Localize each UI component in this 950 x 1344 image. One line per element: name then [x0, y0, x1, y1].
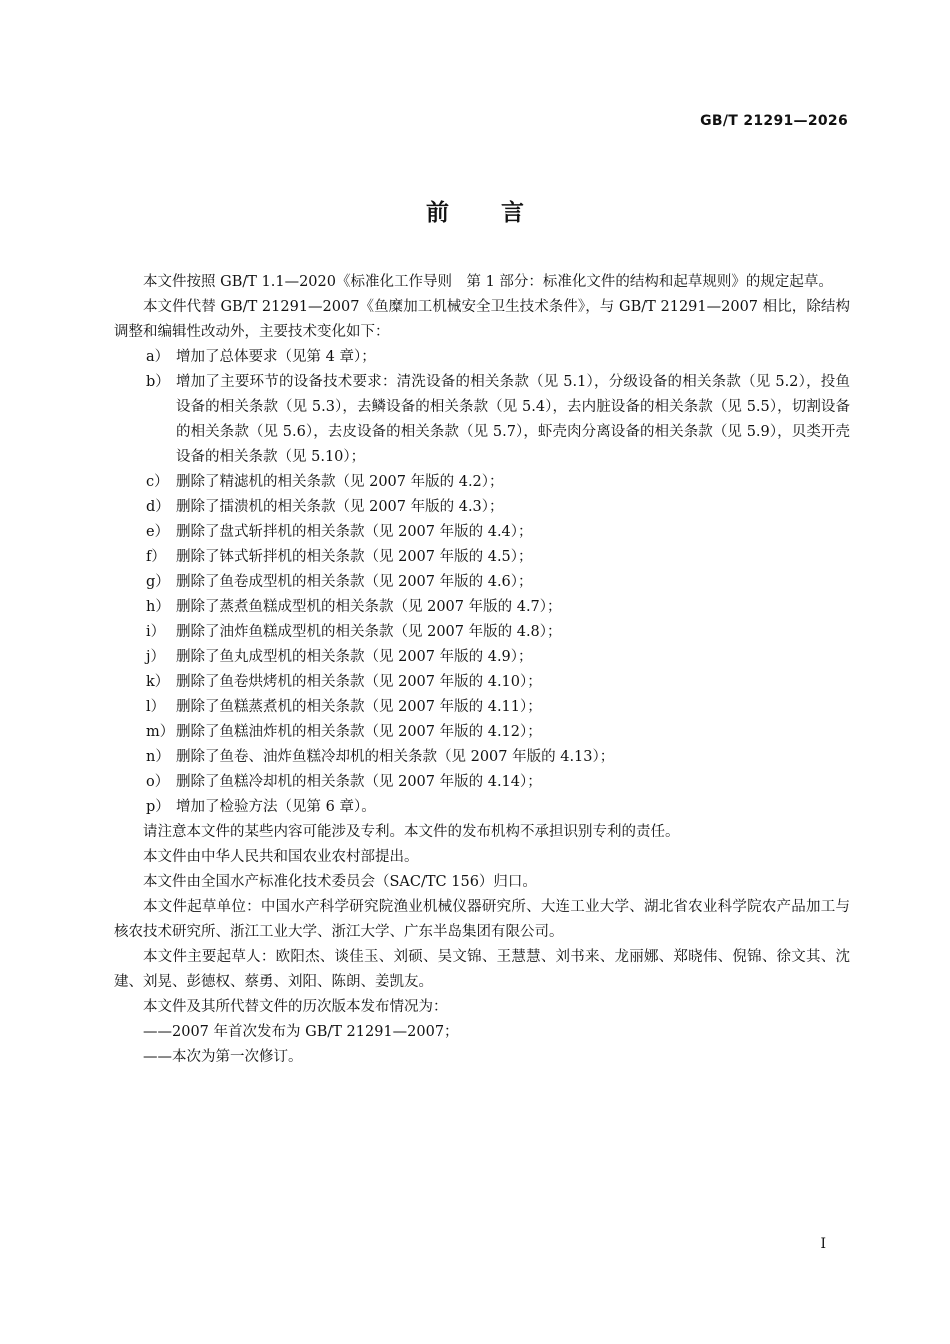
- list-item-text: 删除了鱼卷烘烤机的相关条款（见 2007 年版的 4.10）；: [176, 674, 542, 690]
- page-number: I: [820, 1236, 826, 1252]
- list-item: [114, 545, 850, 570]
- list-item: [114, 670, 850, 695]
- list-item-text: 删除了鱼糕冷却机的相关条款（见 2007 年版的 4.14）；: [176, 774, 542, 790]
- foreword-body: [114, 270, 850, 1070]
- list-item: [114, 595, 850, 620]
- proposer-note: 本文件由中华人民共和国农业农村部提出。: [143, 849, 419, 865]
- list-item: [114, 370, 850, 470]
- history-item: ——本次为第一次修订。: [143, 1049, 303, 1065]
- list-item-label: d）: [146, 499, 170, 515]
- list-item-text: 增加了主要环节的设备技术要求：清洗设备的相关条款（见 5.1），分级设备的相关条款（见 5.2），投鱼设备的相关条款（见 5.3），去鳞设备的相关条款（见 5.4），去内脏设备的相关条款（见 5.5），切割设备的相关条款（见 5.6），去皮设备的相关条款（见 5.7），虾壳肉分离设备的相关条款（见 5.9），贝类开壳设备的相关条款（见 5.10）；: [176, 374, 850, 465]
- list-item-text: 删除了鱼丸成型机的相关条款（见 2007 年版的 4.9）；: [176, 649, 533, 665]
- list-item-label: c）: [146, 474, 169, 490]
- list-item-label: g）: [146, 574, 170, 590]
- list-item-label: h）: [146, 599, 170, 615]
- list-item-label: e）: [146, 524, 170, 540]
- title-char-1: 前: [426, 200, 449, 226]
- list-item: [114, 720, 850, 745]
- list-item: [114, 570, 850, 595]
- list-item-label: i）: [146, 624, 166, 640]
- list-item-text: 删除了鱼卷成型机的相关条款（见 2007 年版的 4.6）；: [176, 574, 533, 590]
- drafters: 本文件主要起草人：欧阳杰、谈佳玉、刘硕、吴文锦、王慧慧、刘书来、龙丽娜、郑晓伟、倪锦、徐文其、沈建、刘晃、彭德权、蔡勇、刘阳、陈朗、姜凯友。: [114, 949, 850, 990]
- list-item-label: j）: [146, 649, 165, 665]
- list-item-text: 删除了鱼糕蒸煮机的相关条款（见 2007 年版的 4.11）；: [176, 699, 542, 715]
- list-item: [114, 645, 850, 670]
- list-item-label: a）: [146, 349, 170, 365]
- list-item-text: 删除了钵式斩拌机的相关条款（见 2007 年版的 4.5）；: [176, 549, 533, 565]
- list-item-label: n）: [146, 749, 170, 765]
- list-item: [114, 770, 850, 795]
- list-item-label: b）: [146, 374, 170, 390]
- page-title: [0, 194, 950, 227]
- list-item-label: l）: [146, 699, 166, 715]
- list-item-text: 增加了总体要求（见第 4 章）；: [176, 349, 376, 365]
- list-item-label: o）: [146, 774, 170, 790]
- intro-paragraph-1: 本文件按照 GB/T 1.1—2020《标准化工作导则 第 1 部分：标准化文件的结构和起草规则》的规定起草。: [143, 274, 833, 290]
- list-item-text: 删除了蒸煮鱼糕成型机的相关条款（见 2007 年版的 4.7）；: [176, 599, 562, 615]
- list-item-label: m）: [146, 724, 175, 740]
- list-item-label: f）: [146, 549, 166, 565]
- list-item: [114, 795, 850, 820]
- intro-paragraph-2: 本文件代替 GB/T 21291—2007《鱼糜加工机械安全卫生技术条件》，与 GB/T 21291—2007 相比，除结构调整和编辑性改动外，主要技术变化如下：: [114, 299, 850, 340]
- title-char-2: 言: [501, 200, 524, 226]
- list-item-text: 增加了检验方法（见第 6 章）。: [176, 799, 376, 815]
- list-item: [114, 495, 850, 520]
- list-item: [114, 695, 850, 720]
- list-item-text: 删除了鱼糕油炸机的相关条款（见 2007 年版的 4.12）；: [176, 724, 542, 740]
- history-item: ——2007 年首次发布为 GB/T 21291—2007；: [143, 1024, 459, 1040]
- committee-note: 本文件由全国水产标准化技术委员会（SAC/TC 156）归口。: [143, 874, 537, 890]
- standard-code: GB/T 21291—2026: [700, 113, 848, 129]
- list-item-text: 删除了擂溃机的相关条款（见 2007 年版的 4.3）；: [176, 499, 504, 515]
- list-item: [114, 345, 850, 370]
- list-item: [114, 620, 850, 645]
- list-item-label: k）: [146, 674, 170, 690]
- list-item-label: p）: [146, 799, 170, 815]
- list-item-text: 删除了精滤机的相关条款（见 2007 年版的 4.2）；: [176, 474, 504, 490]
- list-item: [114, 745, 850, 770]
- list-item-text: 删除了盘式斩拌机的相关条款（见 2007 年版的 4.4）；: [176, 524, 533, 540]
- list-item: [114, 520, 850, 545]
- list-item-text: 删除了油炸鱼糕成型机的相关条款（见 2007 年版的 4.8）；: [176, 624, 562, 640]
- history-intro: 本文件及其所代替文件的历次版本发布情况为：: [143, 999, 448, 1015]
- list-item-text: 删除了鱼卷、油炸鱼糕冷却机的相关条款（见 2007 年版的 4.13）；: [176, 749, 615, 765]
- drafting-units: 本文件起草单位：中国水产科学研究院渔业机械仪器研究所、大连工业大学、湖北省农业科学院农产品加工与核农技术研究所、浙江工业大学、浙江大学、广东半岛集团有限公司。: [114, 899, 850, 940]
- changes-list: [114, 345, 850, 820]
- patent-note: 请注意本文件的某些内容可能涉及专利。本文件的发布机构不承担识别专利的责任。: [143, 824, 680, 840]
- list-item: [114, 470, 850, 495]
